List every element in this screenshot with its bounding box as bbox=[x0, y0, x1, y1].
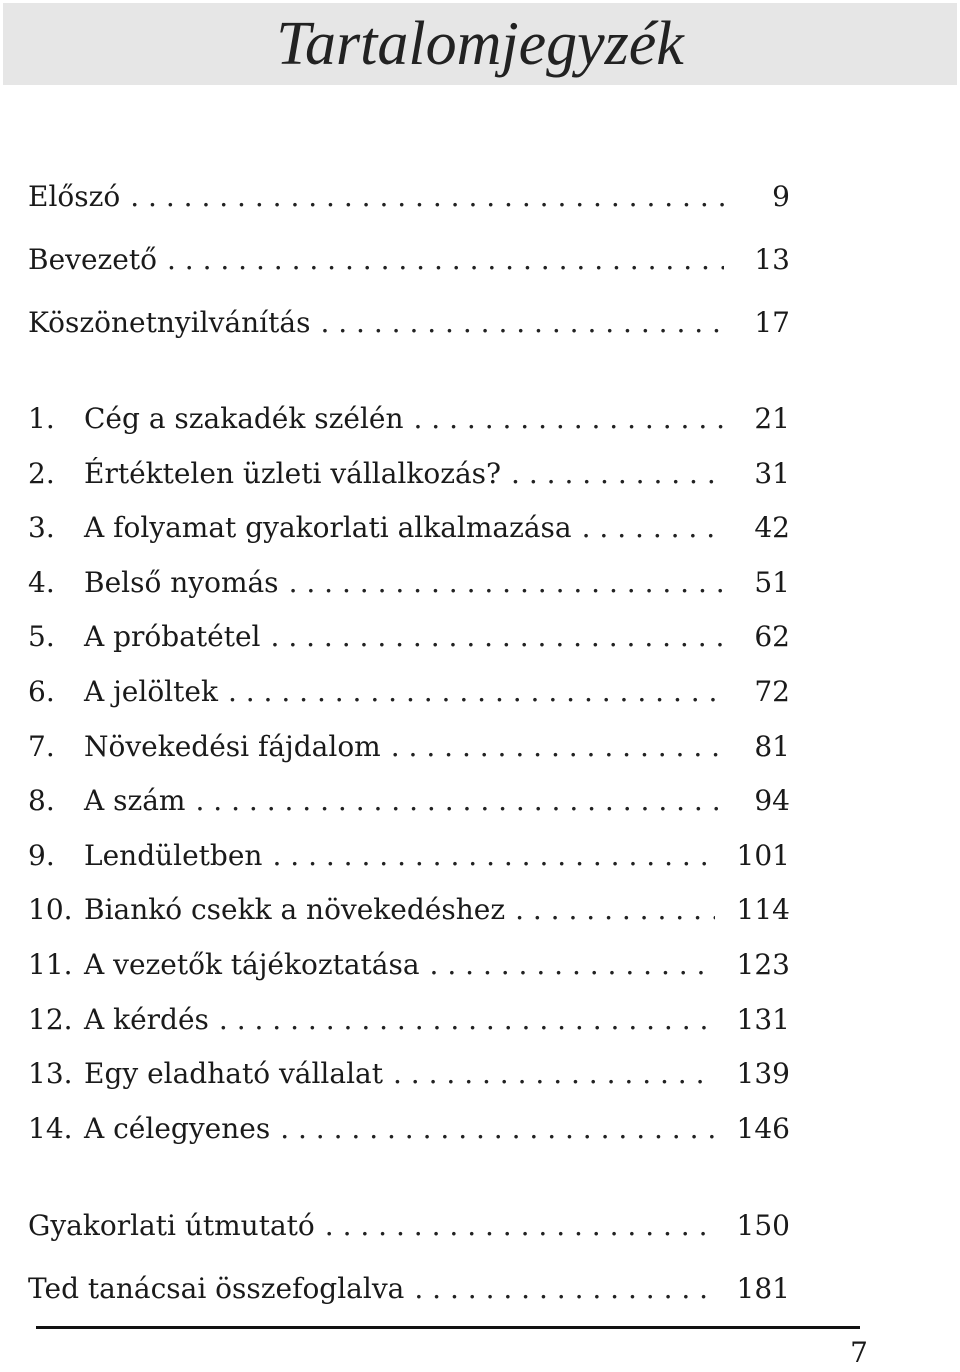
chapter-number: 3. bbox=[28, 511, 55, 545]
entry-label: A próbatétel bbox=[84, 620, 261, 654]
dot-leader bbox=[130, 165, 724, 228]
dot-leader bbox=[515, 883, 714, 938]
entry-label: Egy eladható vállalat bbox=[84, 1057, 383, 1091]
dot-leader bbox=[320, 291, 724, 354]
entry-label: Belső nyomás bbox=[84, 565, 279, 599]
chapter-number: 5. bbox=[28, 620, 55, 654]
chapter-number: 11. bbox=[28, 947, 73, 981]
page-title: Tartalomjegyzék bbox=[276, 10, 684, 78]
entry-label: Gyakorlati útmutató bbox=[28, 1209, 315, 1243]
entry-label: Értéktelen üzleti vállalkozás? bbox=[84, 456, 502, 490]
dot-leader bbox=[167, 228, 724, 291]
entry-label: A kérdés bbox=[84, 1002, 209, 1036]
entry-label: Növekedési fájdalom bbox=[84, 729, 381, 763]
toc-entry-chapter-5[interactable] bbox=[28, 610, 790, 665]
dot-leader bbox=[280, 1102, 714, 1157]
toc-entry-summary[interactable] bbox=[28, 1257, 790, 1320]
chapter-number: 13. bbox=[28, 1057, 73, 1091]
entry-label: A vezetők tájékoztatása bbox=[84, 947, 420, 981]
entry-page: 13 bbox=[754, 243, 790, 276]
entry-page: 123 bbox=[736, 947, 790, 981]
toc-entry-chapter-10[interactable] bbox=[28, 883, 790, 938]
entry-label: A jelöltek bbox=[84, 674, 218, 708]
chapter-number: 8. bbox=[28, 784, 55, 818]
dot-leader bbox=[511, 447, 724, 502]
toc-entry-chapter-4[interactable] bbox=[28, 556, 790, 611]
entry-page: 181 bbox=[736, 1272, 790, 1306]
entry-page: 9 bbox=[772, 180, 790, 213]
entry-page: 72 bbox=[754, 674, 790, 708]
entry-label: Bevezető bbox=[28, 243, 157, 276]
chapter-number: 9. bbox=[28, 838, 55, 872]
entry-page: 94 bbox=[754, 784, 790, 818]
entry-label: Ted tanácsai összefoglalva bbox=[28, 1272, 405, 1306]
entry-label: Biankó csekk a növekedéshez bbox=[84, 893, 506, 927]
chapter-number: 7. bbox=[28, 729, 55, 763]
entry-label: A célegyenes bbox=[84, 1111, 271, 1145]
chapter-number: 2. bbox=[28, 456, 55, 490]
dot-leader bbox=[414, 1257, 714, 1320]
entry-page: 101 bbox=[736, 838, 790, 872]
entry-label: A folyamat gyakorlati alkalmazása bbox=[84, 511, 572, 545]
footer-rule bbox=[36, 1326, 860, 1329]
entry-page: 131 bbox=[736, 1002, 790, 1036]
chapter-number: 4. bbox=[28, 565, 55, 599]
dot-leader bbox=[196, 774, 725, 829]
entry-label: Előszó bbox=[28, 180, 121, 213]
chapter-number: 1. bbox=[28, 402, 55, 435]
toc-entry-chapter-6[interactable] bbox=[28, 665, 790, 720]
toc-entry-chapter-12[interactable] bbox=[28, 993, 790, 1048]
toc-entry-chapter-2[interactable] bbox=[28, 447, 790, 502]
toc-entry-chapter-14[interactable] bbox=[28, 1102, 790, 1157]
toc-entry-chapter-3[interactable] bbox=[28, 501, 790, 556]
entry-page: 146 bbox=[736, 1111, 790, 1145]
entry-label: Lendületben bbox=[84, 838, 263, 872]
entry-label: A szám bbox=[84, 784, 186, 818]
entry-page: 150 bbox=[736, 1209, 790, 1243]
toc-entry-acknowledgements[interactable] bbox=[28, 291, 790, 354]
toc-entry-chapter-1[interactable] bbox=[28, 392, 790, 447]
toc-entry-foreword[interactable] bbox=[28, 165, 790, 228]
dot-leader bbox=[271, 610, 724, 665]
entry-page: 51 bbox=[754, 565, 790, 599]
chapter-number: 14. bbox=[28, 1111, 73, 1145]
toc-entry-chapter-8[interactable] bbox=[28, 774, 790, 829]
dot-leader bbox=[219, 993, 715, 1048]
dot-leader bbox=[391, 720, 724, 775]
dot-leader bbox=[582, 501, 724, 556]
entry-page: 139 bbox=[736, 1057, 790, 1091]
toc-entry-practical-guide[interactable] bbox=[28, 1194, 790, 1257]
entry-page: 42 bbox=[754, 511, 790, 545]
table-of-contents bbox=[28, 165, 790, 1320]
entry-label: Cég a szakadék szélén bbox=[84, 402, 404, 435]
chapter-number: 12. bbox=[28, 1002, 73, 1036]
dot-leader bbox=[414, 392, 725, 447]
toc-entry-chapter-11[interactable] bbox=[28, 938, 790, 993]
dot-leader bbox=[430, 938, 715, 993]
entry-page: 62 bbox=[754, 620, 790, 654]
chapter-number: 10. bbox=[28, 893, 73, 927]
dot-leader bbox=[272, 829, 714, 884]
dot-leader bbox=[325, 1194, 715, 1257]
entry-page: 31 bbox=[754, 456, 790, 490]
toc-entry-chapter-13[interactable] bbox=[28, 1047, 790, 1102]
dot-leader bbox=[228, 665, 724, 720]
title-band bbox=[3, 3, 957, 85]
entry-page: 21 bbox=[754, 402, 790, 435]
toc-entry-chapter-7[interactable] bbox=[28, 720, 790, 775]
entry-page: 114 bbox=[736, 893, 790, 927]
entry-page: 17 bbox=[754, 306, 790, 339]
entry-label: Köszönetnyilvánítás bbox=[28, 306, 311, 339]
dot-leader bbox=[289, 556, 724, 611]
toc-entry-introduction[interactable] bbox=[28, 228, 790, 291]
entry-page: 81 bbox=[754, 729, 790, 763]
chapter-number: 6. bbox=[28, 674, 55, 708]
page-number: 7 bbox=[850, 1336, 868, 1369]
toc-entry-chapter-9[interactable] bbox=[28, 829, 790, 884]
dot-leader bbox=[393, 1047, 715, 1102]
